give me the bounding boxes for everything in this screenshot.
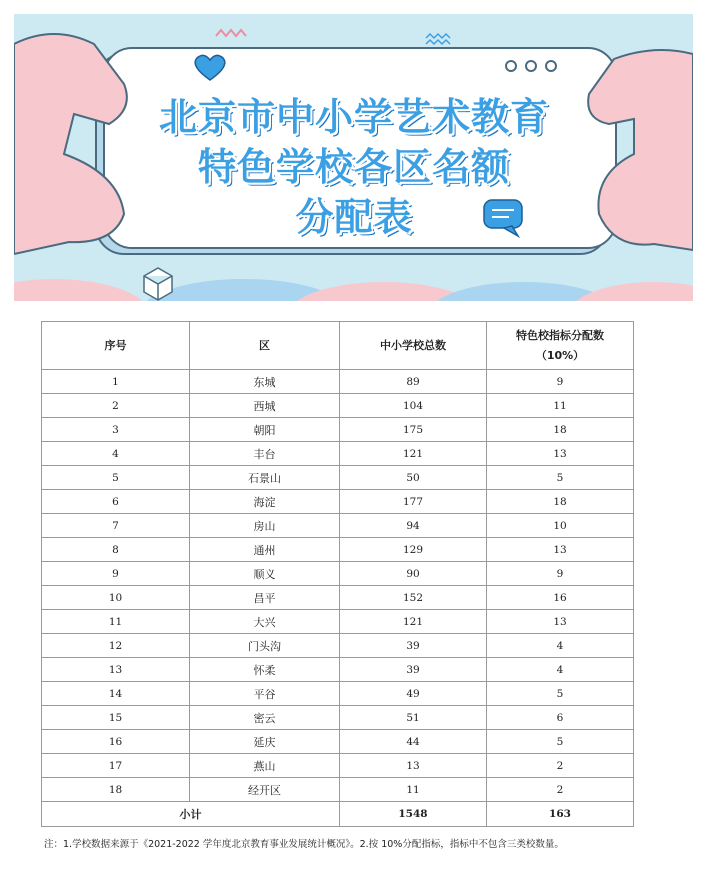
cell-no: 14 bbox=[42, 682, 190, 706]
table-row bbox=[42, 514, 634, 538]
cell-total: 121 bbox=[340, 610, 487, 634]
header-no: 序号 bbox=[42, 322, 190, 370]
cell-quota: 5 bbox=[487, 730, 634, 754]
cell-no: 8 bbox=[42, 538, 190, 562]
cell-no: 1 bbox=[42, 370, 190, 394]
table-row bbox=[42, 610, 634, 634]
table-total-row bbox=[42, 802, 634, 827]
header-total-schools: 中小学校总数 bbox=[340, 322, 487, 370]
cell-quota: 2 bbox=[487, 754, 634, 778]
cell-district: 西城 bbox=[190, 394, 340, 418]
cell-quota: 13 bbox=[487, 610, 634, 634]
table-row bbox=[42, 394, 634, 418]
table-header-row bbox=[42, 322, 634, 370]
cell-total: 152 bbox=[340, 586, 487, 610]
title-line-2: 特色学校各区名额 bbox=[197, 145, 510, 189]
table-row bbox=[42, 730, 634, 754]
cell-district: 顺义 bbox=[190, 562, 340, 586]
table-row bbox=[42, 562, 634, 586]
table-row bbox=[42, 370, 634, 394]
cell-quota: 5 bbox=[487, 466, 634, 490]
cell-no: 4 bbox=[42, 442, 190, 466]
cell-quota: 9 bbox=[487, 370, 634, 394]
total-quota: 163 bbox=[487, 802, 634, 827]
cell-district: 丰台 bbox=[190, 442, 340, 466]
cell-district: 平谷 bbox=[190, 682, 340, 706]
cell-no: 12 bbox=[42, 634, 190, 658]
cell-district: 石景山 bbox=[190, 466, 340, 490]
table-row bbox=[42, 490, 634, 514]
total-label: 小计 bbox=[42, 802, 340, 827]
header-quota bbox=[487, 322, 634, 370]
cell-total: 129 bbox=[340, 538, 487, 562]
cell-total: 177 bbox=[340, 490, 487, 514]
cell-total: 90 bbox=[340, 562, 487, 586]
cell-quota: 6 bbox=[487, 706, 634, 730]
cell-no: 6 bbox=[42, 490, 190, 514]
cell-total: 49 bbox=[340, 682, 487, 706]
cell-no: 15 bbox=[42, 706, 190, 730]
footnote: 注：1.学校数据来源于《2021-2022 学年度北京教育事业发展统计概况》。2.按 10%分配指标，指标中不包含三类校数量。 bbox=[44, 839, 564, 850]
table-row bbox=[42, 418, 634, 442]
cell-quota: 4 bbox=[487, 634, 634, 658]
cell-district: 东城 bbox=[190, 370, 340, 394]
table-row bbox=[42, 754, 634, 778]
cell-district: 朝阳 bbox=[190, 418, 340, 442]
cell-district: 昌平 bbox=[190, 586, 340, 610]
cell-total: 50 bbox=[340, 466, 487, 490]
table-row bbox=[42, 706, 634, 730]
cell-no: 7 bbox=[42, 514, 190, 538]
cell-total: 51 bbox=[340, 706, 487, 730]
table-row bbox=[42, 538, 634, 562]
table-body bbox=[42, 370, 634, 802]
quota-table-wrapper bbox=[41, 321, 633, 827]
table-row bbox=[42, 658, 634, 682]
cell-no: 9 bbox=[42, 562, 190, 586]
cell-quota: 5 bbox=[487, 682, 634, 706]
cell-district: 海淀 bbox=[190, 490, 340, 514]
cell-total: 13 bbox=[340, 754, 487, 778]
cell-district: 房山 bbox=[190, 514, 340, 538]
cell-total: 39 bbox=[340, 658, 487, 682]
cell-total: 94 bbox=[340, 514, 487, 538]
cell-total: 175 bbox=[340, 418, 487, 442]
table-row bbox=[42, 466, 634, 490]
cell-no: 13 bbox=[42, 658, 190, 682]
cell-total: 39 bbox=[340, 634, 487, 658]
cell-total: 104 bbox=[340, 394, 487, 418]
cell-quota: 9 bbox=[487, 562, 634, 586]
title-line-3: 分配表 bbox=[295, 195, 413, 239]
cell-quota: 16 bbox=[487, 586, 634, 610]
cell-quota: 10 bbox=[487, 514, 634, 538]
title-banner bbox=[14, 14, 693, 301]
cell-total: 121 bbox=[340, 442, 487, 466]
cell-district: 经开区 bbox=[190, 778, 340, 802]
cell-district: 门头沟 bbox=[190, 634, 340, 658]
title-line-1: 北京市中小学艺术教育 bbox=[158, 95, 549, 139]
cell-no: 3 bbox=[42, 418, 190, 442]
table-row bbox=[42, 682, 634, 706]
total-schools: 1548 bbox=[340, 802, 487, 827]
table-row bbox=[42, 586, 634, 610]
cell-no: 16 bbox=[42, 730, 190, 754]
cell-district: 延庆 bbox=[190, 730, 340, 754]
cell-no: 17 bbox=[42, 754, 190, 778]
header-quota-label: 特色校指标分配数 bbox=[516, 328, 604, 342]
quota-table bbox=[41, 321, 634, 827]
banner-title bbox=[114, 92, 594, 242]
cell-no: 2 bbox=[42, 394, 190, 418]
cell-quota: 13 bbox=[487, 442, 634, 466]
cell-district: 通州 bbox=[190, 538, 340, 562]
cell-district: 燕山 bbox=[190, 754, 340, 778]
cell-quota: 11 bbox=[487, 394, 634, 418]
cell-quota: 18 bbox=[487, 418, 634, 442]
table-row bbox=[42, 442, 634, 466]
cell-quota: 2 bbox=[487, 778, 634, 802]
cell-district: 怀柔 bbox=[190, 658, 340, 682]
cell-no: 10 bbox=[42, 586, 190, 610]
cell-total: 89 bbox=[340, 370, 487, 394]
cell-total: 44 bbox=[340, 730, 487, 754]
header-quota-sub: （10%） bbox=[535, 348, 585, 362]
cell-district: 大兴 bbox=[190, 610, 340, 634]
header-district: 区 bbox=[190, 322, 340, 370]
cell-no: 18 bbox=[42, 778, 190, 802]
cell-no: 5 bbox=[42, 466, 190, 490]
cell-no: 11 bbox=[42, 610, 190, 634]
cell-quota: 4 bbox=[487, 658, 634, 682]
cell-quota: 13 bbox=[487, 538, 634, 562]
table-row bbox=[42, 634, 634, 658]
table-row bbox=[42, 778, 634, 802]
cell-total: 11 bbox=[340, 778, 487, 802]
cell-quota: 18 bbox=[487, 490, 634, 514]
cell-district: 密云 bbox=[190, 706, 340, 730]
